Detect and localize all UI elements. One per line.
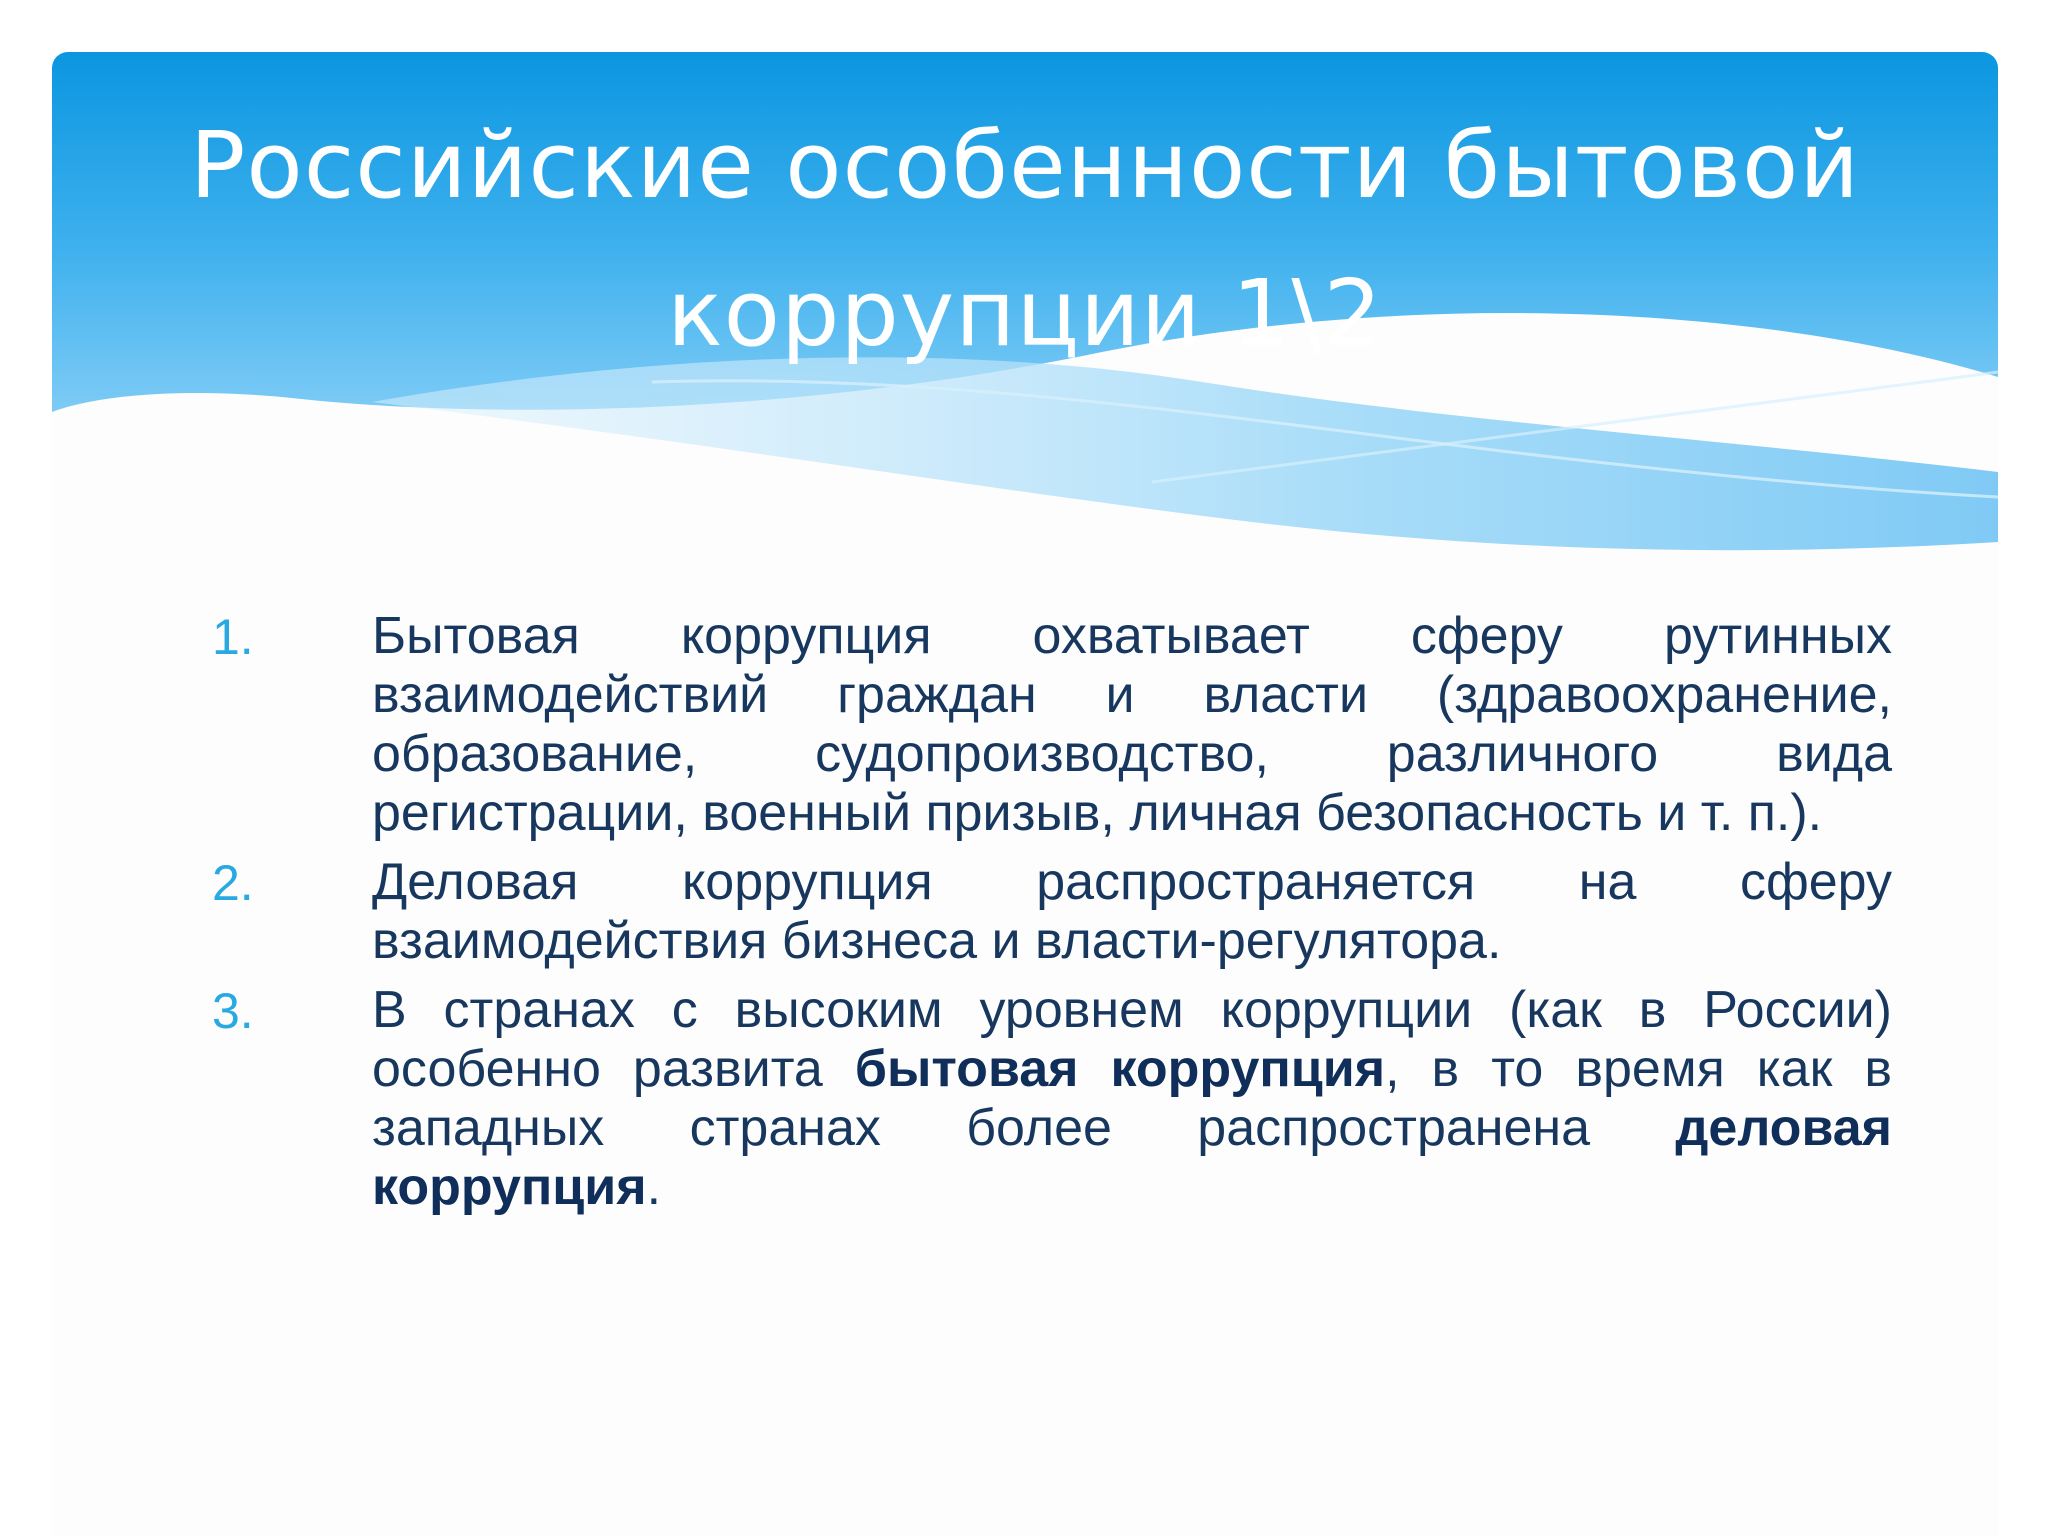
list-item bbox=[212, 607, 1892, 843]
list-item-text-part: , в то время как в западных странах более распространена bbox=[372, 1040, 1892, 1157]
list-item-number: 2. bbox=[212, 855, 254, 911]
list-item-text: Бытовая коррупция охватывает сферу рутинных взаимодействий граждан и власти (здравоохранение, образование, судопроизводство, различного вида регистрации, военный призыв, личная безопасность и т. п.). bbox=[372, 607, 1892, 842]
list-item-text: Деловая коррупция распространяется на сферу взаимодействия бизнеса и власти-регулятора. bbox=[372, 853, 1892, 970]
list-item-text bbox=[372, 981, 1892, 1217]
list-item-number: 3. bbox=[212, 983, 254, 1039]
content-list bbox=[212, 607, 1892, 1227]
list-item bbox=[212, 853, 1892, 971]
list-item bbox=[212, 981, 1892, 1217]
slide-title: Российские особенности бытовой коррупции 1\2 bbox=[189, 112, 1861, 367]
emphasis-text: бытовая коррупция bbox=[854, 1040, 1386, 1098]
list-item-text-part: В странах с высоким уровнем коррупции (как в России) особенно развита bbox=[372, 981, 1892, 1098]
slide bbox=[52, 52, 1998, 1536]
list-item-text-part: . bbox=[646, 1158, 662, 1216]
emphasis-text: деловая коррупция bbox=[372, 1099, 1892, 1216]
list-item-number: 1. bbox=[212, 609, 254, 665]
